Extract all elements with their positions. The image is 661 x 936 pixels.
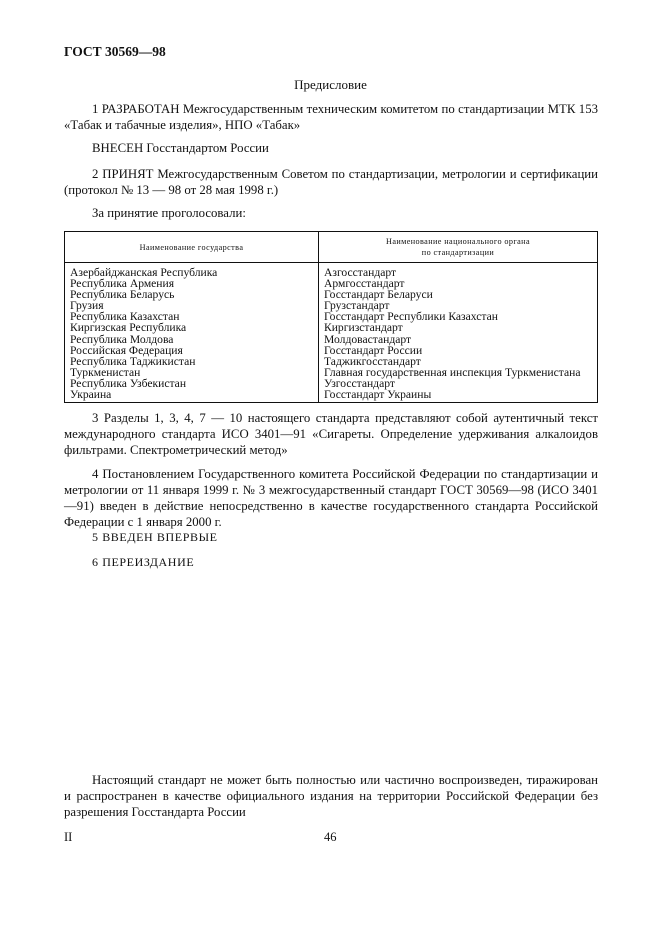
column-header-state: Наименование государства (65, 232, 319, 263)
cell-national-body: Главная государственная инспекция Туркменистана (319, 367, 598, 378)
table-row (65, 322, 598, 333)
cell-national-body: Таджикгосстандарт (319, 356, 598, 367)
cell-national-body: Госстандарт Республики Казахстан (319, 311, 598, 322)
table-row (65, 334, 598, 345)
copyright-note: Настоящий стандарт не может быть полностью или частично воспроизведен, тиражирован и распространен в качестве официального издания на территории Российской Федерации без разрешения Госстандарта России (64, 773, 598, 819)
table-body (65, 263, 598, 403)
column-header-national-body (319, 232, 598, 263)
cell-national-body: Госстандарт России (319, 345, 598, 356)
paragraph-reissue: 6 ПЕРЕИЗДАНИЕ (92, 555, 195, 569)
page-roman-numeral: II (64, 830, 73, 844)
cell-state: Республика Беларусь (65, 289, 319, 300)
cell-national-body: Азгосстандарт (319, 263, 598, 279)
voting-states-table (64, 231, 598, 403)
cell-state: Республика Молдова (65, 334, 319, 345)
cell-national-body: Молдовастандарт (319, 334, 598, 345)
paragraph-first-introduced: 5 ВВЕДЕН ВПЕРВЫЕ (92, 530, 218, 544)
cell-national-body: Госстандарт Беларуси (319, 289, 598, 300)
cell-national-body: Киргизстандарт (319, 322, 598, 333)
cell-state: Киргизская Республика (65, 322, 319, 333)
document-header: ГОСТ 30569—98 (64, 44, 166, 59)
cell-state: Туркменистан (65, 367, 319, 378)
paragraph-adopted: 2 ПРИНЯТ Межгосударственным Советом по стандартизации, метрологии и сертификации (протокол № 13 — 98 от 28 мая 1998 г.) (64, 167, 598, 197)
cell-national-body: Армгосстандарт (319, 278, 598, 289)
cell-national-body: Госстандарт Украины (319, 389, 598, 403)
cell-national-body: Узгосстандарт (319, 378, 598, 389)
cell-state: Российская Федерация (65, 345, 319, 356)
cell-state: Азербайджанская Республика (65, 263, 319, 279)
paragraph-voted: За принятие проголосовали: (92, 206, 246, 220)
page-number: 46 (324, 830, 337, 844)
cell-state: Республика Казахстан (65, 311, 319, 322)
table-header-row (65, 232, 598, 263)
cell-national-body: Грузстандарт (319, 300, 598, 311)
cell-state: Республика Таджикистан (65, 356, 319, 367)
paragraph-introduced: ВНЕСЕН Госстандартом России (92, 141, 269, 155)
cell-state: Республика Узбекистан (65, 378, 319, 389)
cell-state: Грузия (65, 300, 319, 311)
table-row (65, 263, 598, 279)
paragraph-sections: 3 Разделы 1, 3, 4, 7 — 10 настоящего стандарта представляют собой аутентичный текст международного стандарта ИСО 3401—91 «Сигареты. Определение удерживания алкалоидов фильтрами. Спектрометрический метод» (64, 411, 598, 457)
table-row (65, 389, 598, 403)
cell-state: Республика Армения (65, 278, 319, 289)
section-title: Предисловие (294, 77, 367, 92)
paragraph-resolution: 4 Постановлением Государственного комитета Российской Федерации по стандартизации и метрологии от 11 января 1999 г. № 3 межгосударственный стандарт ГОСТ 30569—98 (ИСО 3401—91) введен в действие непосредственно в качестве государственного стандарта Российской Федерации с 1 января 2000 г. (64, 467, 598, 529)
cell-state: Украина (65, 389, 319, 403)
paragraph-developed: 1 РАЗРАБОТАН Межгосударственным техническим комитетом по стандартизации МТК 153 «Табак и табачные изделия», НПО «Табак» (64, 102, 598, 132)
column-header-national-body-text: Наименование национального органа по стандартизации (386, 237, 530, 257)
